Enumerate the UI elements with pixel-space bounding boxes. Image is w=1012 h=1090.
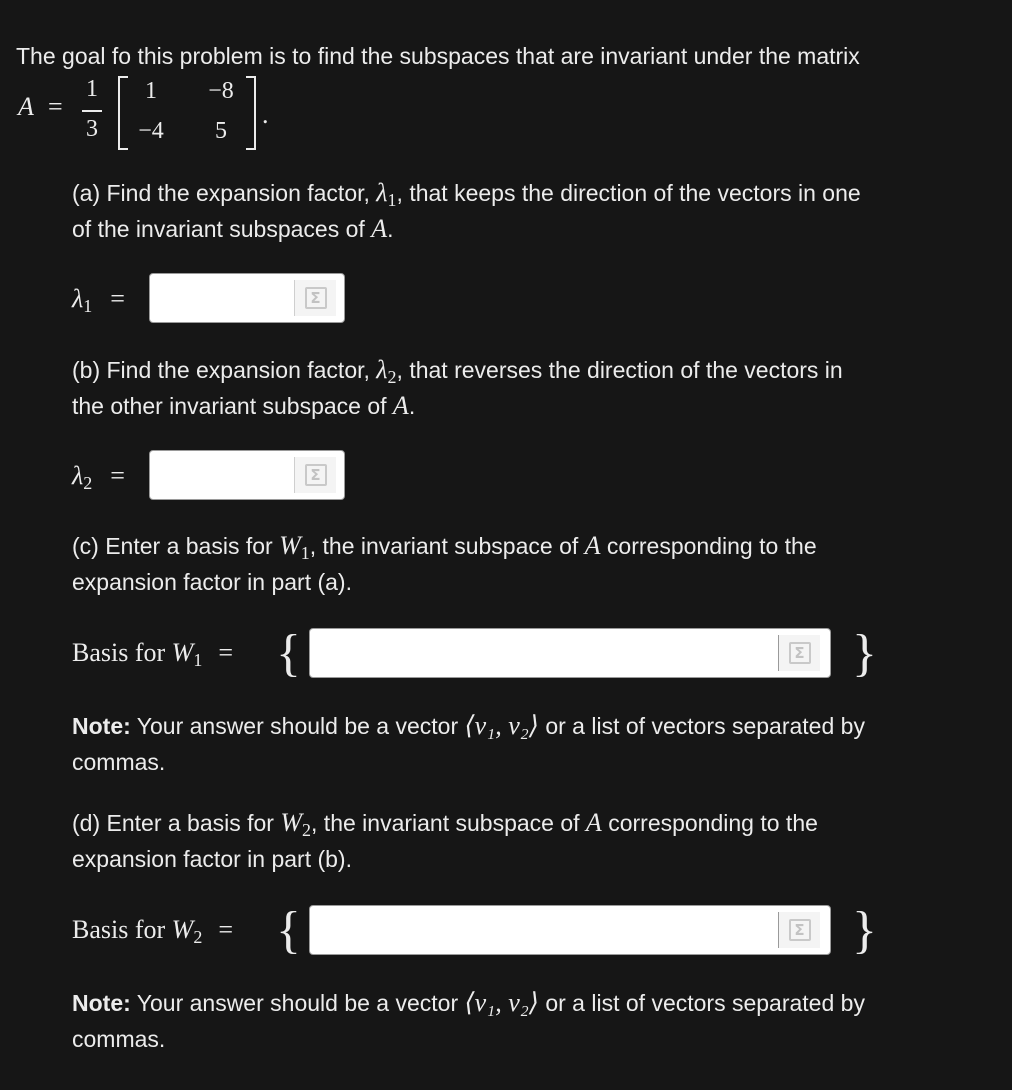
matrix-equals: = [48,92,63,121]
basis-w2-input[interactable] [310,906,778,954]
basis-w1-label: Basis for $W_1$ = [72,638,234,670]
part-a-line2: of the invariant subspaces of A. [72,214,394,243]
matrix-entry-21: −4 [138,118,164,144]
part-c-line2: expansion factor in part (a). [72,569,352,595]
basis-w2-equation-editor-button[interactable] [778,912,820,948]
matrix-period: . [262,100,269,129]
basis-w2-close-brace: } [852,902,877,959]
part-a-line1: (a) Find the expansion factor, $\lambda_1$, that keeps the direction of the vectors in one [72,178,861,210]
lambda2-equation-editor-button[interactable] [294,457,336,493]
lambda2-input-box[interactable] [149,450,345,500]
matrix-entry-11: 1 [145,78,157,104]
sigma-icon: Σ [305,287,327,309]
right-bracket [246,76,256,150]
basis-w1-equation-editor-button[interactable] [778,635,820,671]
note-c-line1: Note: Your answer should be a vector ⟨v₁, v₂⟩ or a list of vectors separated by [72,711,865,740]
lambda2-input[interactable] [150,451,294,499]
fraction-numerator: 1 [86,76,98,102]
sigma-icon: Σ [305,464,327,486]
basis-w2-label: Basis for $W_2$ = [72,915,234,947]
fraction-bar [82,110,102,112]
matrix-entry-12: −8 [208,78,234,104]
lambda1-label: $\lambda_1$ = [72,284,125,316]
part-d-line1: (d) Enter a basis for $W_2$, the invariant subspace of A corresponding to the [72,808,818,840]
part-b-line1: (b) Find the expansion factor, $\lambda_2$, that reverses the direction of the vectors in [72,355,843,387]
basis-w1-open-brace: { [276,625,301,682]
lambda1-equation-editor-button[interactable] [294,280,336,316]
part-d-line2: expansion factor in part (b). [72,846,352,872]
problem-intro: The goal fo this problem is to find the subspaces that are invariant under the matrix [16,43,860,69]
basis-w2-open-brace: { [276,902,301,959]
sigma-icon: Σ [789,642,811,664]
basis-w2-input-box[interactable] [309,905,831,955]
note-d-line2: commas. [72,1026,166,1052]
sigma-icon: Σ [789,919,811,941]
fraction-denominator: 3 [86,116,98,142]
lambda1-input[interactable] [150,274,294,322]
part-b-line2: the other invariant subspace of A. [72,391,416,420]
basis-w1-input-box[interactable] [309,628,831,678]
matrix-name: A [18,92,34,121]
lambda2-label: $\lambda_2$ = [72,461,125,493]
note-d-line1: Note: Your answer should be a vector ⟨v₁, v₂⟩ or a list of vectors separated by [72,988,865,1017]
note-c-line2: commas. [72,749,166,775]
basis-w1-input[interactable] [310,629,778,677]
part-c-line1: (c) Enter a basis for $W_1$, the invariant subspace of A corresponding to the [72,531,817,563]
basis-w1-close-brace: } [852,625,877,682]
lambda1-input-box[interactable] [149,273,345,323]
matrix-entry-22: 5 [215,118,227,144]
